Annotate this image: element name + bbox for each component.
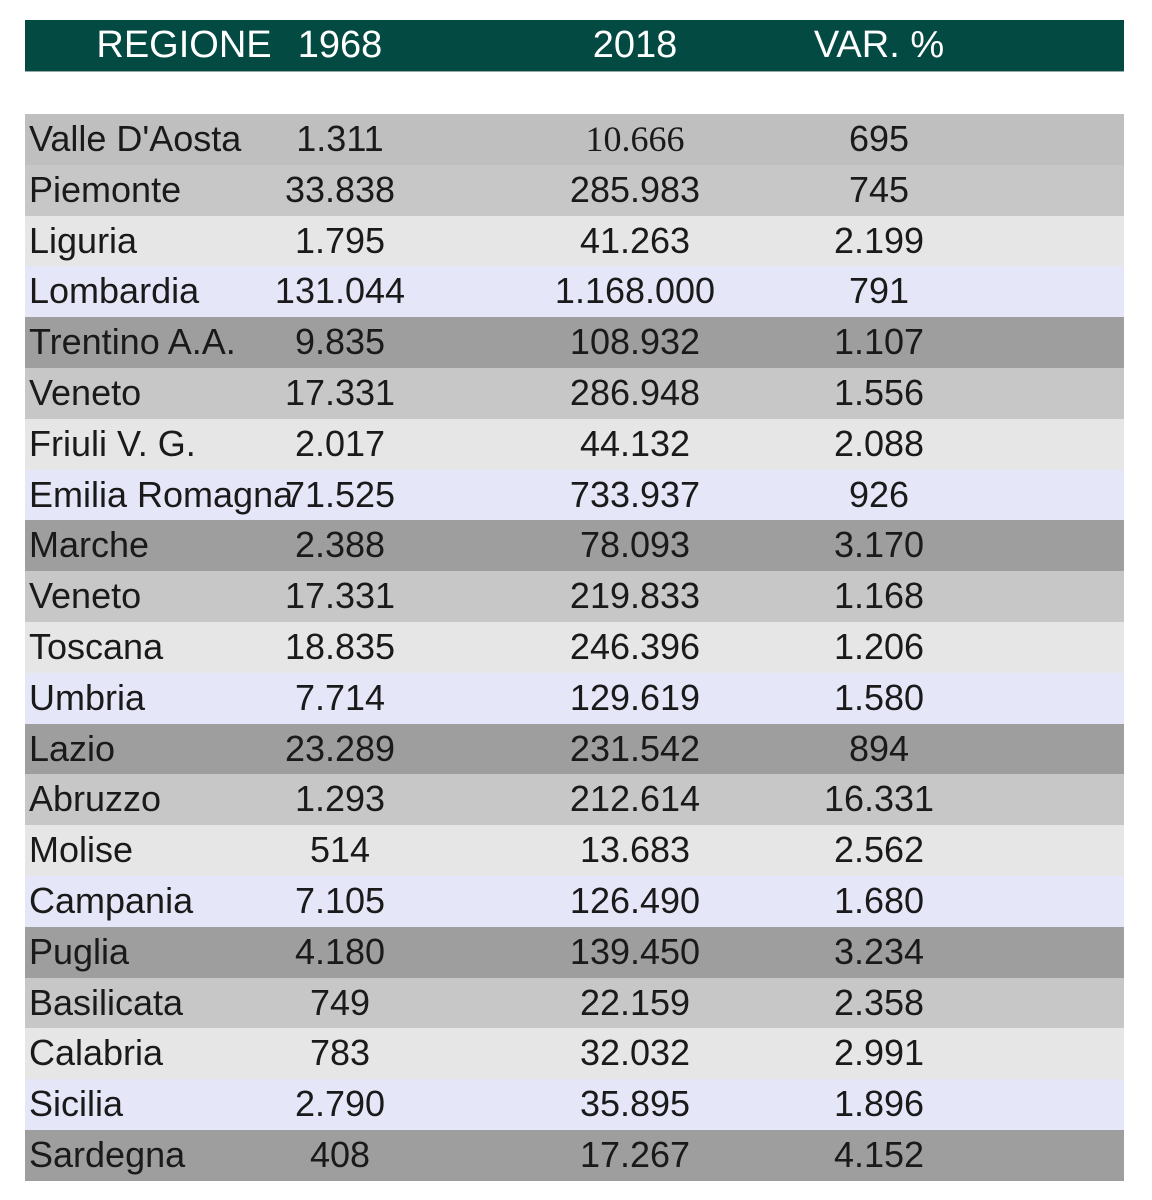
row-1968: 408 [309,1133,371,1175]
table-body [25,114,1124,1181]
table-row [25,165,1124,216]
table-row [25,774,1124,825]
row-region: Piemonte [29,168,182,210]
table-row [25,673,1124,724]
row-2018: 44.132 [579,422,691,464]
row-var: 1.206 [833,625,925,667]
row-region: Valle D'Aosta [29,118,242,159]
row-1968: 4.180 [294,930,386,972]
row-2018: 22.159 [579,981,691,1023]
row-var: 695 [848,118,910,159]
table-row [25,927,1124,978]
table-row [25,825,1124,876]
table-row [25,876,1124,927]
table-header [25,20,1124,72]
row-var: 1.680 [833,879,925,921]
row-var: 2.562 [833,829,925,871]
row-region: Veneto [29,371,142,413]
table-row [25,724,1124,775]
row-region: Friuli V. G. [29,422,196,464]
row-1968: 783 [309,1032,371,1074]
row-region: Emilia Romagna [29,473,294,515]
row-2018: 219.833 [569,575,701,617]
row-region: Lombardia [29,270,200,312]
row-region: Lazio [29,727,116,769]
row-1968: 17.331 [284,575,396,617]
row-region: Campania [29,879,194,921]
row-var: 1.580 [833,676,925,718]
row-1968: 33.838 [284,168,396,210]
row-var: 3.170 [833,524,925,566]
row-2018: 1.168.000 [554,270,716,312]
row-region: Veneto [29,575,142,617]
row-region: Puglia [29,930,130,972]
row-2018: 286.948 [569,371,701,413]
row-var: 894 [848,727,910,769]
row-var: 1.896 [833,1083,925,1125]
row-2018: 108.932 [569,321,701,363]
table-row [25,419,1124,470]
row-1968: 1.293 [294,778,386,820]
row-region: Sardegna [29,1133,186,1175]
row-region: Trentino A.A. [29,321,236,363]
row-1968: 23.289 [284,727,396,769]
row-2018: 733.937 [569,473,701,515]
table-row [25,317,1124,368]
row-1968: 18.835 [284,625,396,667]
row-var: 791 [848,270,910,312]
row-2018: 32.032 [579,1032,691,1074]
table-row [25,216,1124,267]
row-var: 1.556 [833,371,925,413]
header-2018: 2018 [592,24,678,66]
row-2018: 41.263 [579,219,691,261]
table-row [25,368,1124,419]
row-1968: 749 [309,981,371,1023]
row-var: 3.234 [833,930,925,972]
row-var: 4.152 [833,1133,925,1175]
row-region: Abruzzo [29,778,162,820]
region-table [25,20,1124,1181]
table-row [25,978,1124,1029]
row-2018: 285.983 [569,168,701,210]
row-var: 16.331 [823,778,935,820]
header-var: VAR. % [813,24,945,66]
header-1968: 1968 [297,24,383,66]
row-var: 2.199 [833,219,925,261]
row-2018: 78.093 [579,524,691,566]
row-2018: 246.396 [569,625,701,667]
row-1968: 2.790 [294,1083,386,1125]
row-region: Liguria [29,219,138,261]
table-row [25,266,1124,317]
row-var: 2.088 [833,422,925,464]
table-row [25,470,1124,521]
row-2018: 13.683 [579,829,691,871]
row-1968: 514 [309,829,371,871]
row-1968: 17.331 [284,371,396,413]
row-2018: 139.450 [569,930,701,972]
row-var: 1.168 [833,575,925,617]
row-var: 2.991 [833,1032,925,1074]
row-region: Toscana [29,625,164,667]
table-row [25,520,1124,571]
row-var: 1.107 [833,321,925,363]
row-region: Marche [29,524,150,566]
row-2018: 10.666 [585,119,685,159]
row-var: 745 [848,168,910,210]
row-1968: 131.044 [274,270,406,312]
table-row [25,1079,1124,1130]
row-region: Umbria [29,676,146,718]
row-2018: 126.490 [569,879,701,921]
row-region: Molise [29,829,134,871]
row-2018: 129.619 [569,676,701,718]
row-var: 926 [848,473,910,515]
header-gap [25,72,1124,114]
row-var: 2.358 [833,981,925,1023]
row-2018: 35.895 [579,1083,691,1125]
table-row [25,1130,1124,1181]
row-1968: 2.388 [294,524,386,566]
row-2018: 231.542 [569,727,701,769]
row-1968: 7.105 [294,879,386,921]
row-region: Calabria [29,1032,164,1074]
row-2018: 17.267 [579,1133,691,1175]
table-row [25,571,1124,622]
row-1968: 71.525 [284,473,396,515]
table-row [25,1028,1124,1079]
row-2018: 212.614 [569,778,701,820]
row-1968: 1.311 [296,118,384,159]
row-1968: 2.017 [294,422,386,464]
header-region: REGIONE [96,24,272,66]
row-1968: 7.714 [294,676,386,718]
table-row [25,622,1124,673]
table-row [25,114,1124,165]
row-region: Sicilia [29,1083,124,1125]
row-region: Basilicata [29,981,184,1023]
row-1968: 9.835 [294,321,386,363]
row-1968: 1.795 [294,219,386,261]
